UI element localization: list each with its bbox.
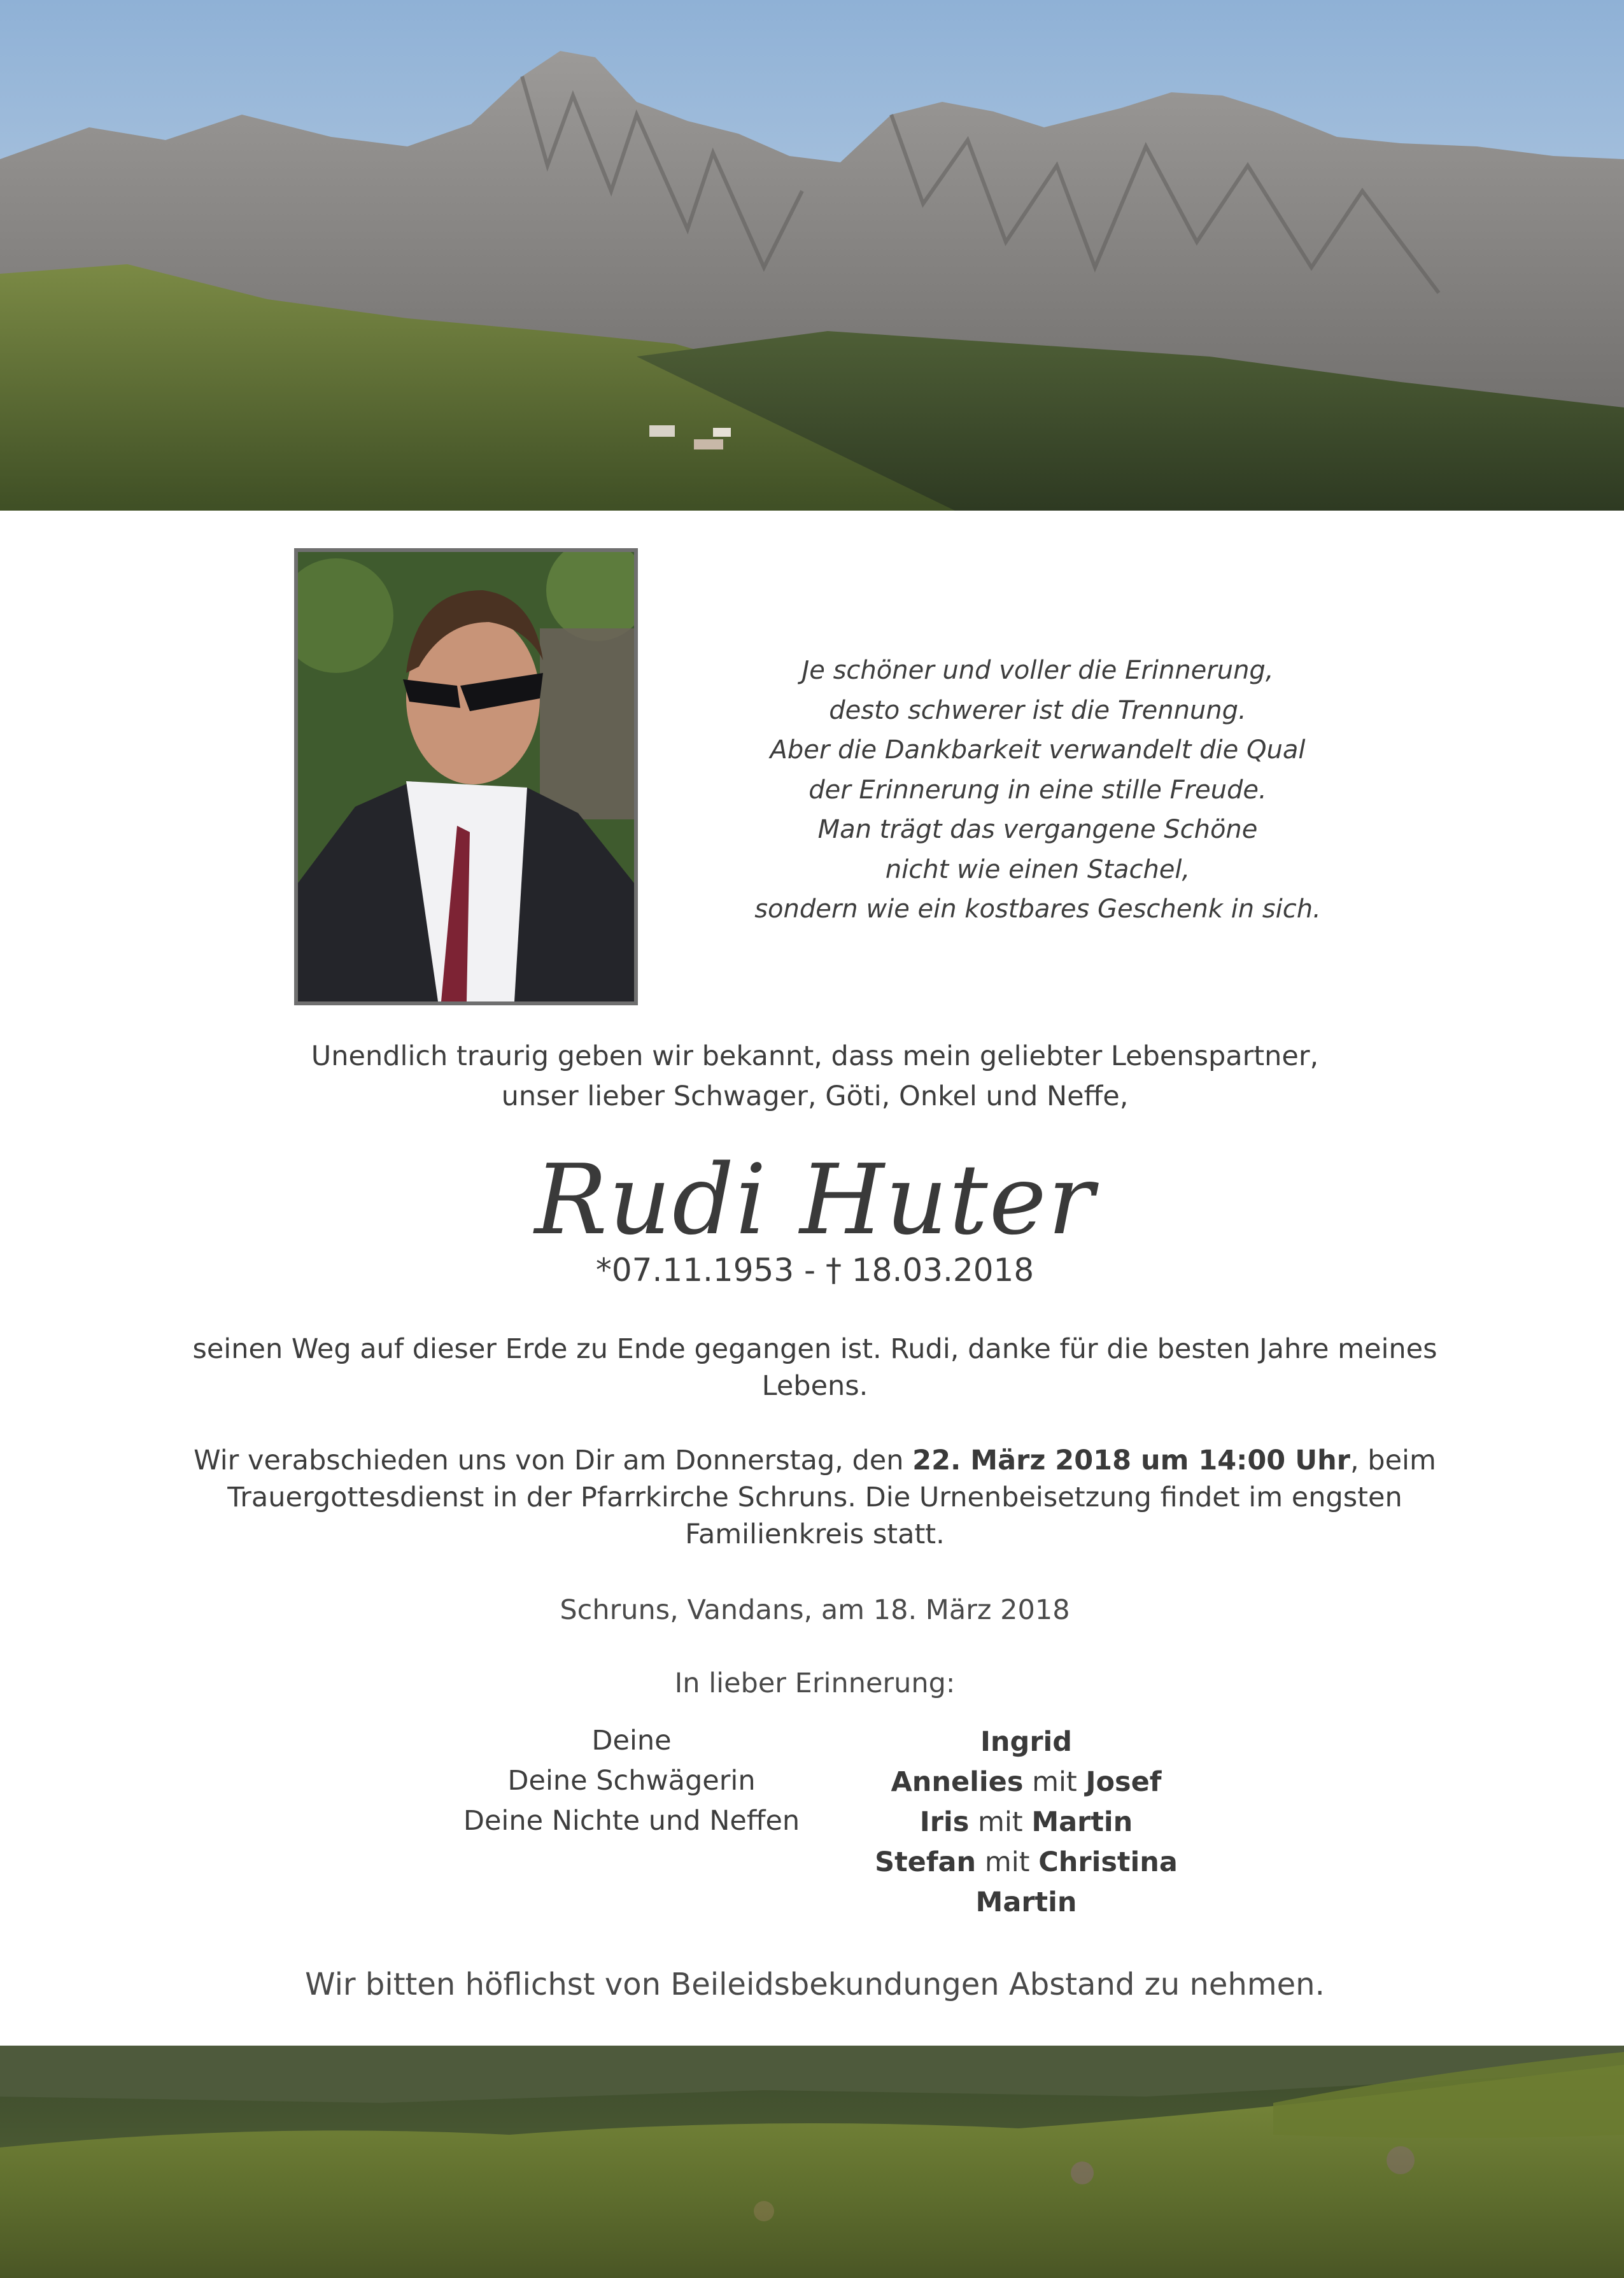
mourner-name: Ingrid <box>980 1726 1073 1758</box>
passage-line: Lebens. <box>761 1370 868 1402</box>
poem-line: Man trägt das vergangene Schöne <box>817 815 1258 844</box>
meadow-banner-image <box>0 2046 1624 2278</box>
poem-line: desto schwerer ist die Trennung. <box>829 695 1246 725</box>
mourner-relation: Deine Schwägerin <box>507 1765 756 1797</box>
life-dates: *07.11.1953 - † 18.03.2018 <box>595 1252 1034 1289</box>
announcement-line: Unendlich traurig geben wir bekannt, dass mein geliebter Lebenspartner, <box>311 1040 1319 1072</box>
condolence-request: Wir bitten höflichst von Beileidsbekundungen Abstand zu nehmen. <box>305 1967 1325 2002</box>
place-date: Schruns, Vandans, am 18. März 2018 <box>560 1594 1070 1626</box>
mourners-names <box>835 1722 1217 1923</box>
portrait-photo <box>294 548 638 1005</box>
poem-line: Je schöner und voller die Erinnerung, <box>801 656 1274 685</box>
service-details <box>191 1442 1439 1553</box>
mourner-relation: Deine <box>591 1725 672 1757</box>
service-prefix: Wir verabschieden uns von Dir am Donnerstag, den <box>194 1445 913 1476</box>
passage-line: seinen Weg auf dieser Erde zu Ende gegangen ist. Rudi, danke für die besten Jahre meines <box>192 1333 1437 1365</box>
poem-line: nicht wie einen Stachel, <box>885 854 1190 884</box>
mourner-name: Stefan mit Christina <box>875 1846 1178 1878</box>
memory-heading: In lieber Erinnerung: <box>674 1667 956 1699</box>
announcement-text <box>191 1036 1439 1117</box>
poem-line: sondern wie ein kostbares Geschenk in sich. <box>754 895 1321 924</box>
mourners-relations <box>441 1721 823 1841</box>
poem-block <box>713 651 1362 930</box>
mourner-name: Martin <box>975 1886 1077 1918</box>
mourner-name: Iris mit Martin <box>919 1806 1133 1838</box>
poem-line: Aber die Dankbarkeit verwandelt die Qual <box>770 735 1306 765</box>
mourner-relation: Deine Nichte und Neffen <box>463 1805 800 1837</box>
announcement-line: unser lieber Schwager, Göti, Onkel und Neffe, <box>501 1080 1129 1112</box>
service-suffix: , beim <box>1350 1445 1436 1476</box>
deceased-name: Rudi Huter <box>534 1143 1096 1256</box>
service-line <box>191 1442 1439 1479</box>
service-line: Familienkreis statt. <box>685 1518 945 1550</box>
service-date-time: 22. März 2018 um 14:00 Uhr <box>912 1445 1350 1476</box>
service-line: Trauergottesdienst in der Pfarrkirche Schruns. Die Urnenbeisetzung findet im engsten <box>227 1482 1402 1513</box>
passage-text <box>191 1331 1439 1404</box>
poem-line: der Erinnerung in eine stille Freude. <box>808 775 1267 805</box>
mourner-name: Annelies mit Josef <box>891 1766 1162 1798</box>
mountain-banner-image <box>0 0 1624 511</box>
